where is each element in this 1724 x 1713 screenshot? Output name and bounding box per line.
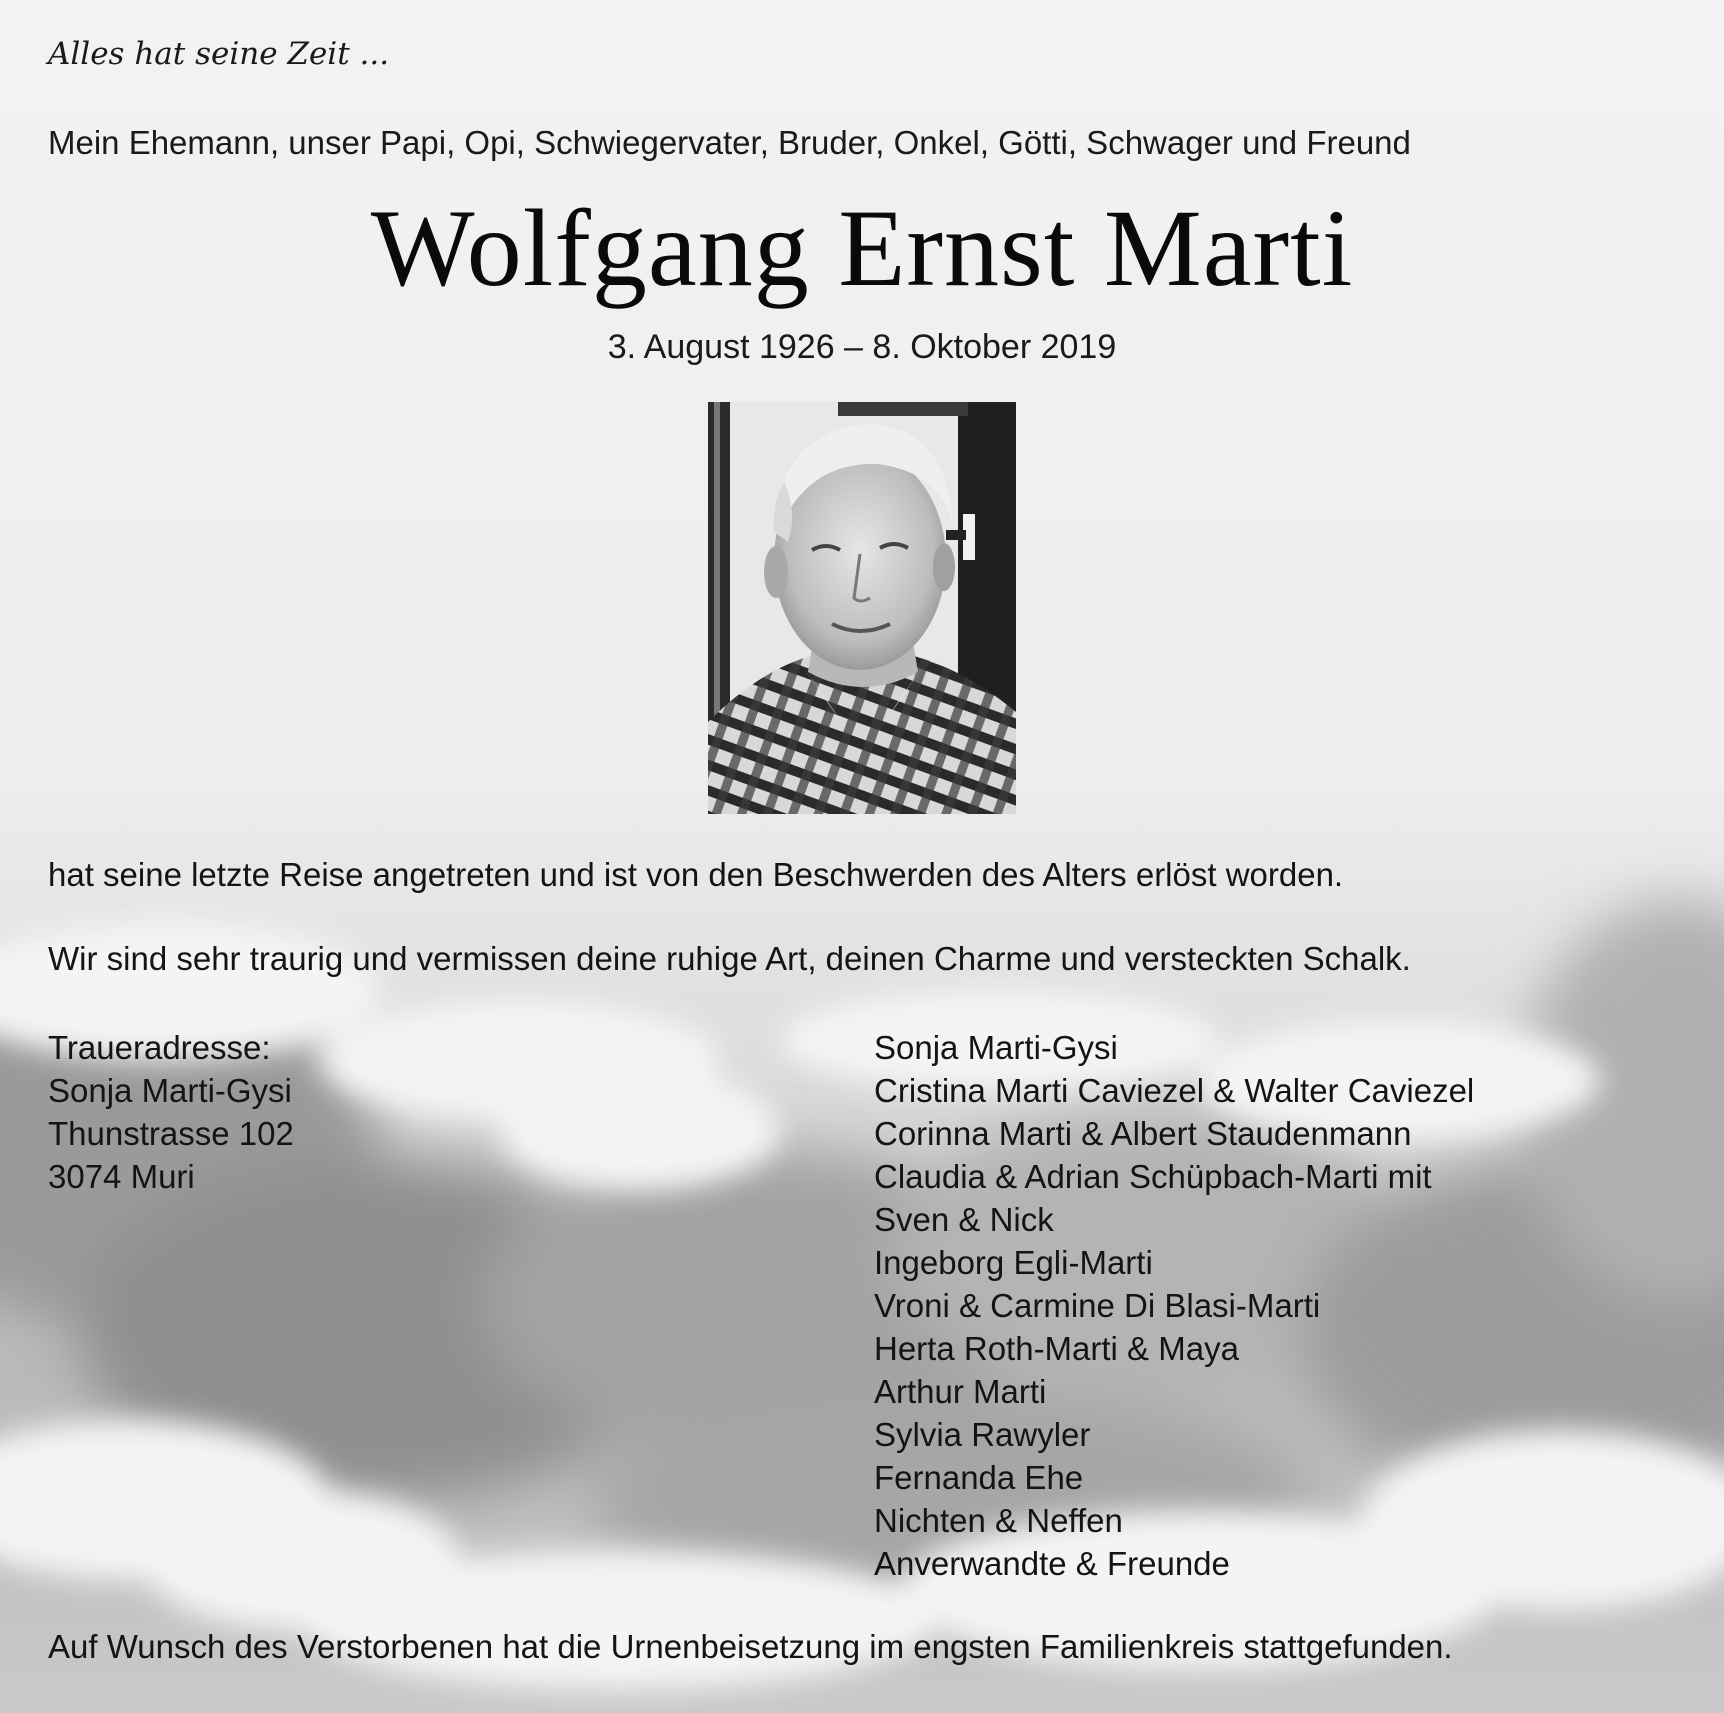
closing-note: Auf Wunsch des Verstorbenen hat die Urnenbeisetzung im engsten Familienkreis stattgefunden. xyxy=(48,1628,1453,1665)
mourner-line: Herta Roth-Marti & Maya xyxy=(874,1330,1239,1367)
mourner-line: Vroni & Carmine Di Blasi-Marti xyxy=(874,1287,1321,1324)
life-dates: 3. August 1926 – 8. Oktober 2019 xyxy=(607,328,1117,366)
address-line: 3074 Muri xyxy=(48,1158,195,1195)
mourner-line: Sylvia Rawyler xyxy=(874,1416,1091,1453)
mourner-line: Ingeborg Egli-Marti xyxy=(874,1244,1153,1281)
mourner-line: Sonja Marti-Gysi xyxy=(874,1029,1118,1066)
mourner-line: Anverwandte & Freunde xyxy=(874,1545,1230,1582)
mourner-line: Cristina Marti Caviezel & Walter Caviezel xyxy=(874,1072,1475,1109)
deceased-name: Wolfgang Ernst Marti xyxy=(370,187,1354,309)
mourner-line: Nichten & Neffen xyxy=(874,1502,1123,1539)
relationship-line: Mein Ehemann, unser Papi, Opi, Schwiegervater, Bruder, Onkel, Götti, Schwager und Freund xyxy=(48,124,1411,161)
paragraph-2: Wir sind sehr traurig und vermissen deine ruhige Art, deinen Charme und versteckten Schalk. xyxy=(48,940,1411,977)
mourner-line: Claudia & Adrian Schüpbach-Marti mit xyxy=(874,1158,1432,1195)
mourner-line: Fernanda Ehe xyxy=(874,1459,1084,1496)
address-line: Sonja Marti-Gysi xyxy=(48,1072,292,1109)
mourner-line: Corinna Marti & Albert Staudenmann xyxy=(874,1115,1412,1152)
mourning-address xyxy=(48,1026,294,1198)
mourner-line: Sven & Nick xyxy=(874,1201,1054,1238)
portrait-photo xyxy=(708,402,1016,814)
address-line: Thunstrasse 102 xyxy=(48,1115,294,1152)
mourners-list xyxy=(874,1026,1474,1585)
mourner-line: Arthur Marti xyxy=(874,1373,1047,1410)
motto: Alles hat seine Zeit ... xyxy=(48,36,390,72)
address-line: Traueradresse: xyxy=(48,1029,271,1066)
paragraph-1: hat seine letzte Reise angetreten und ist von den Beschwerden des Alters erlöst worden. xyxy=(48,856,1344,893)
